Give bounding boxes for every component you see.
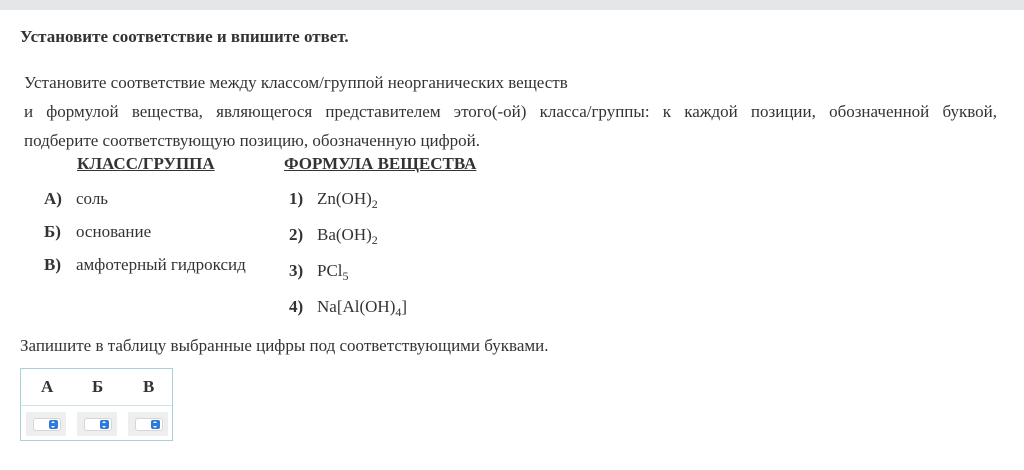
- instructions-line-3: подберите соответствующую позицию, обозначенную цифрой.: [24, 131, 481, 150]
- answer-header-v: В: [143, 377, 155, 396]
- formula-subscript: 2: [371, 197, 378, 211]
- answer-table-divider: [21, 405, 172, 406]
- right-item-number: 2): [289, 225, 304, 244]
- formula-main: Zn(OH): [317, 189, 372, 208]
- answer-prompt: Запишите в таблицу выбранные цифры под соответствующими буквами.: [20, 336, 549, 355]
- right-item-number: 3): [289, 261, 304, 280]
- formula-main: Na[Al(OH): [317, 297, 396, 316]
- answer-select-a[interactable]: [33, 418, 61, 431]
- formula-main: PCl: [317, 261, 343, 280]
- task-heading: Установите соответствие и впишите ответ.: [20, 27, 349, 46]
- right-item-number: 1): [289, 189, 304, 208]
- left-item-text: основание: [76, 222, 152, 241]
- right-column-header: ФОРМУЛА ВЕЩЕСТВА: [284, 154, 477, 173]
- formula-subscript: 2: [371, 233, 378, 247]
- right-item-number: 4): [289, 297, 304, 316]
- formula: [317, 261, 349, 281]
- formula: [317, 225, 378, 245]
- left-item-letter: В): [44, 255, 61, 274]
- left-item-letter: А): [44, 189, 62, 208]
- answer-header-b: Б: [92, 377, 104, 396]
- formula: [317, 189, 378, 209]
- left-item-text: амфотерный гидроксид: [76, 255, 246, 274]
- answer-cell-a: [26, 412, 66, 436]
- answer-select-b[interactable]: [84, 418, 112, 431]
- formula-subscript: 5: [342, 269, 349, 283]
- left-column-header: КЛАСС/ГРУППА: [77, 154, 215, 173]
- instructions-line-2: и формулой вещества, являющегося представителем этого(-ой) класса/группы: к каждой позиции, обозначенной буквой,: [24, 102, 997, 121]
- answer-cell-v: [128, 412, 168, 436]
- left-item-text: соль: [76, 189, 109, 208]
- left-item-letter: Б): [44, 222, 61, 241]
- task-instructions: [24, 68, 997, 155]
- top-bar: [0, 0, 1024, 10]
- formula-tail: ]: [401, 297, 408, 316]
- answer-table: [20, 368, 173, 441]
- select-arrows-icon: [151, 420, 160, 429]
- select-arrows-icon: [49, 420, 58, 429]
- answer-header-a: А: [41, 377, 54, 396]
- formula-subscript: 4: [395, 305, 402, 319]
- formula-main: Ba(OH): [317, 225, 372, 244]
- instructions-line-1: Установите соответствие между классом/группой неорганических веществ: [24, 73, 568, 92]
- answer-select-v[interactable]: [135, 418, 163, 431]
- formula: [317, 297, 407, 317]
- select-arrows-icon: [100, 420, 109, 429]
- answer-cell-b: [77, 412, 117, 436]
